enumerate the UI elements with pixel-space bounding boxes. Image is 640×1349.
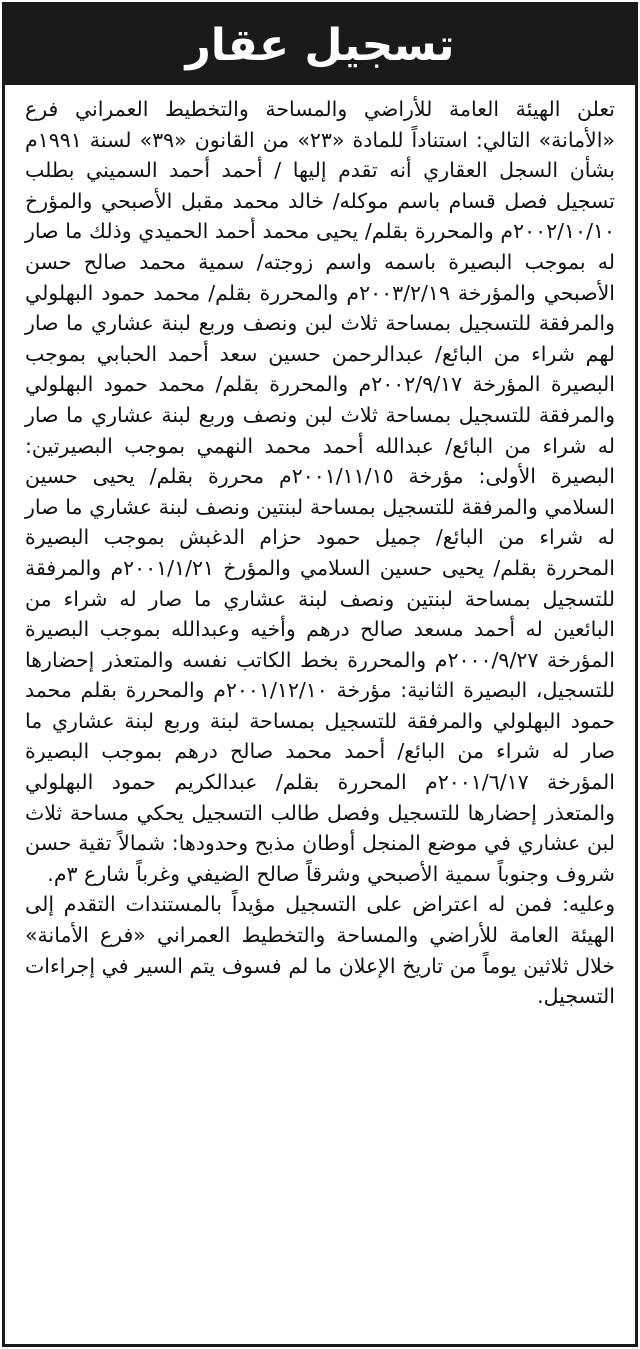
notice-body [5, 85, 635, 1012]
notice-paragraph-main: تعلن الهيئة العامة للأراضي والمساحة والتخطيط العمراني فرع «الأمانة» التالي: استناداً للمادة «٢٣» من القانون «٣٩» لسنة ١٩٩١م بشأن السجل العقاري أنه تقدم إليها / أحمد أحمد السميني بطلب تسجيل فصل قسام باسم موكله/ خالد محمد مقبل الأصبحي والمؤرخ ٢٠٠٢/١٠/١٠م والمحررة بقلم/ يحيى محمد أحمد الحميدي وذلك ما صار له بموجب البصيرة باسمه واسم زوجته/ سمية محمد صالح حسن الأصبحي والمؤرخة ٢٠٠٣/٢/١٩م والمحررة بقلم/ محمد حمود البهلولي والمرفقة للتسجيل بمساحة ثلاث لبن ونصف وربع لبنة عشاري ما صار لهم شراء من البائع/ عبدالرحمن حسين سعد أحمد الحبابي بموجب البصيرة المؤرخة ٢٠٠٢/٩/١٧م والمحررة بقلم/ محمد حمود البهلولي والمرفقة للتسجيل بمساحة ثلاث لبن ونصف وربع لبنة عشاري ما صار له شراء من البائع/ عبدالله أحمد محمد النهمي بموجب البصيرتين: البصيرة الأولى: مؤرخة ٢٠٠١/١١/١٥م محررة بقلم/ يحيى حسين السلامي والمرفقة للتسجيل بمساحة لبنتين ونصف لبنة عشاري ما صار له شراء من البائع/ جميل حمود حزام الدغبش بموجب البصيرة المحررة بقلم/ يحيى حسين السلامي والمؤرخ ٢٠٠١/١/٢١م والمرفقة للتسجيل بمساحة لبنتين ونصف لبنة عشاري ما صار له شراء من البائعين له أحمد مسعد صالح درهم وأخيه وعبدالله بموجب البصيرة المؤرخة ٢٠٠٠/٩/٢٧م والمحررة بخط الكاتب نفسه والمتعذر إحضارها للتسجيل، البصيرة الثانية: مؤرخة ٢٠٠١/١٢/١٠م والمحررة بقلم محمد حمود البهلولي والمرفقة للتسجيل بمساحة لبنة وربع لبنة عشاري ما صار له شراء من البائع/ أحمد محمد صالح درهم بموجب البصيرة المؤرخة ٢٠٠١/٦/١٧م المحررة بقلم/ عبدالكريم حمود البهلولي والمتعذر إحضارها للتسجيل وفصل طالب التسجيل يحكي مساحة ثلاث لبن عشاري في موضع المنجل أوطان مذبح وحدودها: شمالاً تقية حسن شروف وجنوباً سمية الأصبحي وشرقاً صالح الضيفي وغرباً شارع ٣م. [25, 97, 615, 886]
notice-box [2, 2, 638, 1347]
notice-title: تسجيل عقار [185, 19, 455, 71]
notice-header [5, 5, 635, 85]
notice-paragraph-objection: وعليه: فمن له اعتراض على التسجيل مؤيداً بالمستندات التقدم إلى الهيئة العامة للأراضي والمساحة والتخطيط العمراني «فرع الأمانة» خلال ثلاثين يوماً من تاريخ الإعلان ما لم فسوف يتم السير في إجراءات التسجيل. [25, 892, 615, 1009]
